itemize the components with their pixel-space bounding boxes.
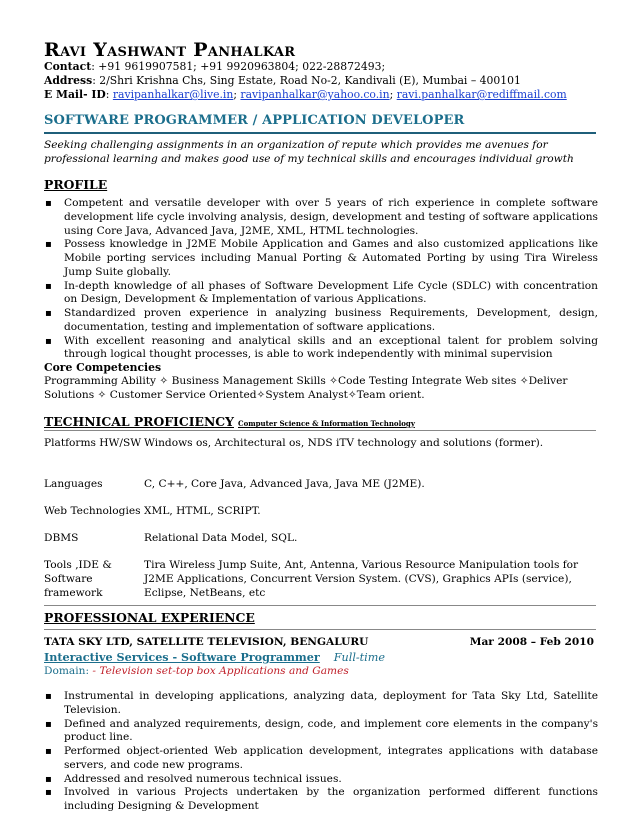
contact-block (44, 60, 604, 102)
domain-value: - Television set-top box Applications and Games (92, 665, 349, 677)
tech-value: Relational Data Model, SQL. (144, 532, 298, 544)
core-competencies-text: Programming Ability ✧ Business Management Skills ✧Code Testing Integrate Web sites ✧Deliver Solutions ✧ Customer Service Oriented✧System Analyst✧Team orient. (44, 375, 568, 401)
address-value: : 2/Shri Krishna Chs, Sing Estate, Road No-2, Kandivali (E), Mumbai – 400101 (92, 74, 521, 87)
list-item: ▪ Competent and versatile developer with over 5 years of rich experience in complete software development life cycle involving analysis, design, development and testing of software applications using Core Java, Advanced Java, J2ME, XML, HTML technologies. (44, 197, 598, 238)
role-title: SOFTWARE PROGRAMMER / APPLICATION DEVELOPER (44, 113, 465, 128)
header-divider (44, 132, 596, 134)
contact-phones: : +91 9619907581; +91 9920963804; 022-28872493; (91, 60, 386, 73)
email-row (44, 88, 604, 102)
email-link-yahoo[interactable]: ravipanhalkar@yahoo.co.in (240, 88, 390, 101)
email-separator: ; (389, 88, 397, 101)
experience-divider-bottom (44, 629, 596, 630)
list-item: ▪ Possess knowledge in J2ME Mobile Application and Games and also customized applications like Mobile porting services including Manual Porting & Automated Porting by using Tira Wireless Jump Suite globally. (44, 238, 598, 279)
list-item: ▪ Defined and analyzed requirements, design, code, and implement core elements in the company's product line. (44, 718, 598, 746)
job-company: TATA SKY LTD, SATELLITE TELEVISION, BENGALURU (44, 636, 369, 648)
list-item: ▪ Standardized proven experience in analyzing business Requirements, Development, design, documentation, testing and implementation of software applications. (44, 307, 598, 335)
address-label: Address (44, 74, 93, 87)
list-item: ▪ Involved in various Projects undertaken by the organization performed different functions including Designing & Development (44, 786, 598, 814)
tech-key: Tools ,IDE & Software framework (44, 559, 112, 599)
job-domain (44, 665, 349, 679)
email-label: E Mail- ID (44, 88, 106, 101)
tech-key: Web Technologies (44, 505, 141, 517)
list-item: ▪ With excellent reasoning and analytical skills and an exceptional talent for problem solving through logical thought processes, is able to work independently with minimal supervision (44, 335, 598, 363)
objective-text: Seeking challenging assignments in an organization of repute which provides me avenues for professional learning and makes good use of my technical skills and encourages individual growth (44, 139, 574, 165)
job-dates: Mar 2008 – Feb 2010 (469, 636, 594, 648)
job-title: Interactive Services - Software Programmer (44, 650, 320, 664)
tech-key: Languages (44, 478, 103, 490)
email-separator: ; (233, 88, 241, 101)
list-item: ▪ Instrumental in developing applications, analyzing data, deployment for Tata Sky Ltd, Satellite Television. (44, 690, 598, 718)
tech-value: Windows os, Architectural os, NDS iTV technology and solutions (former). (144, 437, 544, 449)
technical-divider (44, 430, 596, 431)
tech-key: Platforms HW/SW (44, 437, 142, 449)
profile-heading: PROFILE (44, 177, 108, 192)
tech-value: XML, HTML, SCRIPT. (144, 505, 261, 517)
tech-value: C, C++, Core Java, Advanced Java, Java ME (J2ME). (144, 478, 425, 490)
job-title-row (44, 650, 385, 666)
job-type: Full-time (333, 651, 385, 664)
email-link-rediff[interactable]: ravi.panhalkar@rediffmail.com (396, 88, 567, 101)
list-item: ▪ In-depth knowledge of all phases of Software Development Life Cycle (SDLC) with concentration on Design, Development & Implementation of various Applications. (44, 280, 598, 308)
tech-value: Tira Wireless Jump Suite, Ant, Antenna, Various Resource Manipulation tools for J2ME Applications, Concurrent Version System. (CVS), Graphics APIs (service), Eclipse, NetBeans, etc (144, 559, 579, 599)
experience-divider-top (44, 605, 596, 606)
technical-heading-main: TECHNICAL PROFICIENCY (44, 414, 234, 429)
core-competencies-title: Core Competencies (44, 361, 162, 374)
email-link-live[interactable]: ravipanhalkar@live.in (112, 88, 234, 101)
profile-list (44, 197, 598, 362)
tech-key: DBMS (44, 532, 79, 544)
technical-heading (44, 414, 415, 431)
experience-list (44, 690, 598, 814)
contact-label: Contact (44, 60, 92, 73)
email-separator: : (105, 88, 113, 101)
contact-row (44, 60, 604, 74)
domain-label: Domain: (44, 665, 93, 677)
candidate-name: Ravi Yashwant Panhalkar (44, 39, 296, 61)
experience-heading: PROFESSIONAL EXPERIENCE (44, 610, 255, 625)
technical-heading-sub: Computer Science & Information Technology (238, 419, 415, 428)
list-item: ▪ Addressed and resolved numerous technical issues. (44, 773, 598, 787)
address-row (44, 74, 604, 88)
list-item: ▪ Performed object-oriented Web application development, integrates applications with database servers, and code new programs. (44, 745, 598, 773)
